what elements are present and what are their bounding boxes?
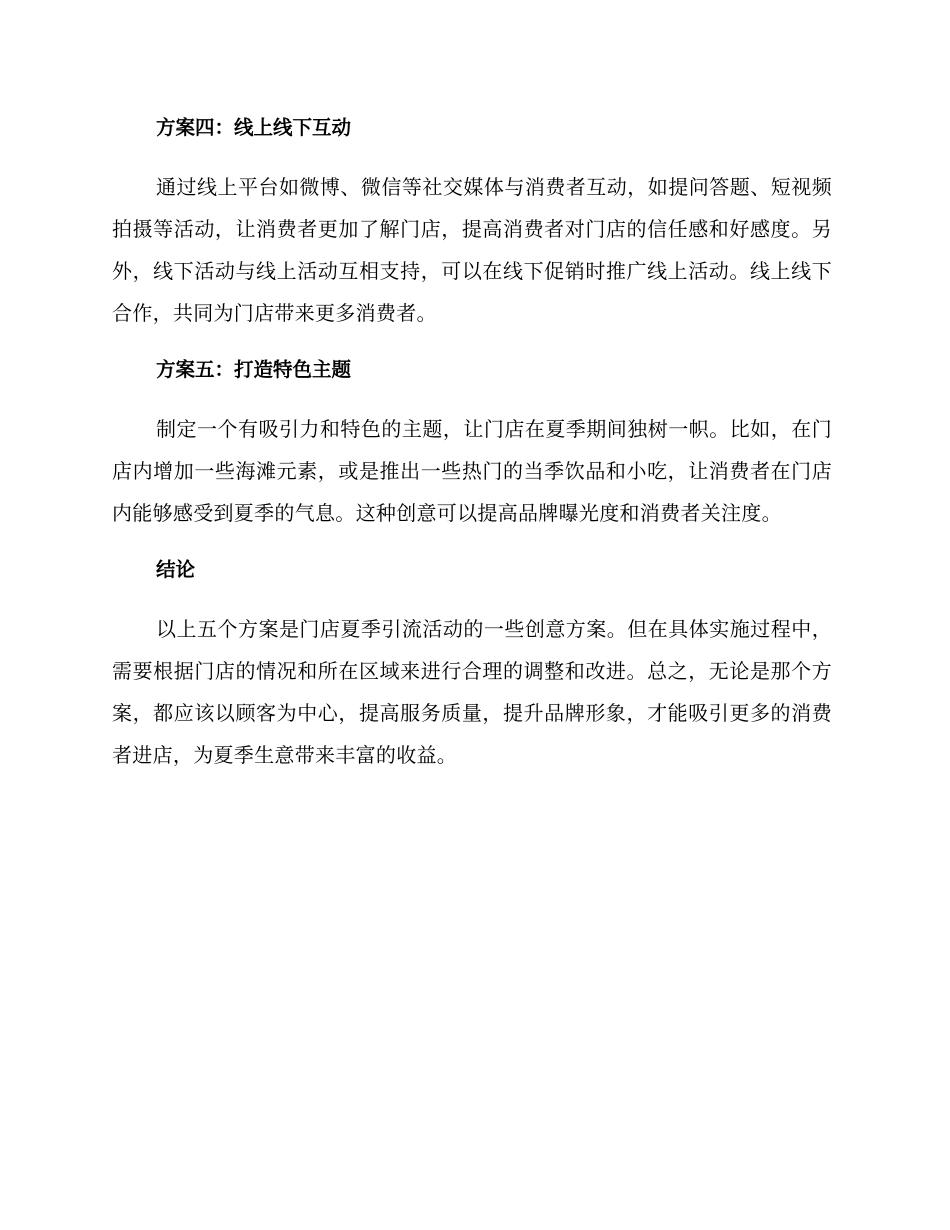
section-paragraph-theme: 制定一个有吸引力和特色的主题，让门店在夏季期间独树一帜。比如，在门店内增加一些海滩元素，或是推出一些热门的当季饮品和小吃，让消费者在门店内能够感受到夏季的气息。这种创意可以提高品牌曝光度和消费者关注度。 <box>112 417 832 525</box>
section-heading-online-offline: 方案四：线上线下互动 <box>156 116 352 139</box>
section-heading-theme: 方案五：打造特色主题 <box>156 358 352 381</box>
spacer <box>112 148 832 166</box>
section-paragraph-online-offline: 通过线上平台如微博、微信等社交媒体与消费者互动，如提问答题、短视频拍摄等活动，让消费者更加了解门店，提高消费者对门店的信任感和好感度。另外，线下活动与线上活动互相支持，可以在线下促销时推广线上活动。线上线下合作，共同为门店带来更多消费者。 <box>112 175 832 325</box>
spacer <box>112 390 832 408</box>
section-paragraph-conclusion: 以上五个方案是门店夏季引流活动的一些创意方案。但在具体实施过程中，需要根据门店的情况和所在区域来进行合理的调整和改进。总之，无论是那个方案，都应该以顾客为中心，提高服务质量，提升品牌形象，才能吸引更多的消费者进店，为夏季生意带来丰富的收益。 <box>112 617 832 767</box>
section-heading-conclusion: 结论 <box>156 558 196 581</box>
document-body <box>112 108 832 792</box>
spacer <box>112 590 832 608</box>
